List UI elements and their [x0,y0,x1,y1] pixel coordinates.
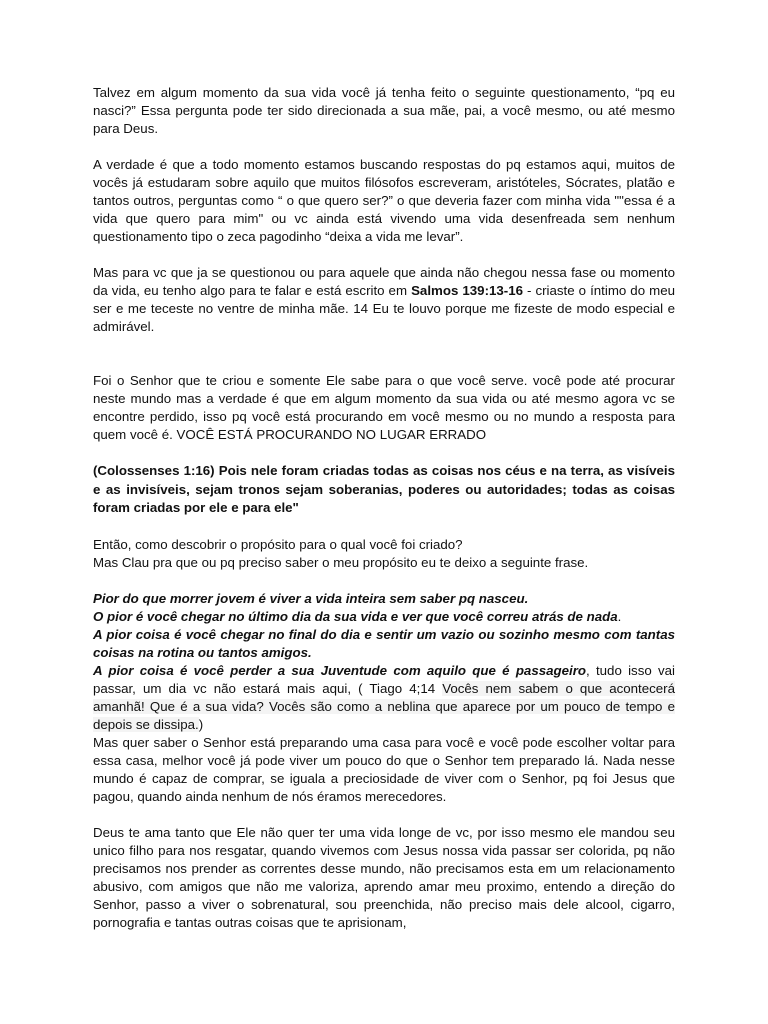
quote-ultimo-dia-line [93,608,675,626]
quote-juventude-continuation: , tudo isso vai passar, um dia vc não estará mais aqui, ( Tiago 4;14 [93,662,675,696]
paragraph-proposito [93,536,675,572]
paragraph-gap [93,806,675,824]
salmos-text-before: Mas para vc que ja se questionou ou para aquele que ainda não chegou nessa fase ou momento da vida, eu tenho algo para te falar e está escrito em [93,265,675,298]
quote-morrer-jovem: Pior do que morrer jovem é viver a vida inteira sem saber pq nasceu. [93,590,529,606]
paragraph-casa-senhor: Mas quer saber o Senhor está preparando uma casa para você e você pode escolher voltar para essa casa, melhor você já pode viver um pouco do que o Senhor tem preparado lá. Nada nesse mundo é capaz de comprar, se iguala a preciosidade de viver com o Senhor, pq foi Jesus que pagou, quando ainda nenhum de nós éramos merecedores. [93,734,675,804]
paragraph-quotes [93,590,675,734]
paragraph-gap [93,572,675,590]
paragraph-gap [93,246,675,264]
paragraph-intro: Talvez em algum momento da sua vida você já tenha feito o seguinte questionamento, “pq eu nasci?” Essa pergunta pode ter sido direcionada a sua mãe, pai, a você mesmo, ou até mesmo para Deus. [93,85,675,136]
quote-vazio: A pior coisa é você chegar no final do dia e sentir um vazio ou sozinho mesmo com tantas coisas na rotina ou tantos amigos. [93,626,675,660]
proposito-question: Então, como descobrir o propósito para o qual você foi criado? [93,536,463,552]
quote-juventude: A pior coisa é você perder a sua Juventude com aquilo que é passageiro [93,662,587,678]
tiago-highlight: Vocês nem sabem o que acontecerá amanhã! Que é a sua vida? Vocês são como a neblina que aparece por um pouco de tempo e depois se dissipa. [93,680,675,732]
paragraph-gap [93,518,675,536]
salmos-reference: Salmos 139:13-16 [411,283,524,298]
paragraph-gap [93,138,675,156]
paragraph-gap-large [93,336,675,372]
paragraph-philosophers: A verdade é que a todo momento estamos buscando respostas do pq estamos aqui, muitos de vocês já estudaram sobre aquilo que muitos filósofos escreveram, aristóteles, Sócrates, platão e tantos outros, perguntas como “ o que quero ser?” o que deveria fazer com minha vida ""essa é a vida que quero para mim" ou vc ainda está vivendo uma vida desenfreada sem nenhum questionamento tipo o zeca pagodinho “deixa a vida me levar”. [93,157,675,244]
tiago-close-paren: ) [198,716,204,732]
paragraph-deus-te-ama: Deus te ama tanto que Ele não quer ter uma vida longe de vc, por isso mesmo ele mandou seu unico filho para nos resgatar, quando vivemos com Jesus nossa vida passar ser colorida, pq não precisamos nos prender as correntes desse mundo, não precisamos esta em um relacionamento abusivo, com amigos que não me valoriza, aprendo amar meu proximo, entendo a direção do Senhor, passo a viver o sobrenatural, sou preenchida, não preciso mais dele alcool, cigarro, pornografia e tantas outras coisas que te aprisionam, [93,824,675,930]
paragraph-colossenses: (Colossenses 1:16) Pois nele foram criadas todas as coisas nos céus e na terra, as visíveis e as invisíveis, sejam tronos sejam soberanias, poderes ou autoridades; todas as coisas foram criadas por ele e para ele" [93,463,675,515]
quote-ultimo-dia-period: . [617,608,622,624]
document-page [93,84,675,932]
proposito-phrase-intro: Mas Clau pra que ou pq preciso saber o meu propósito eu te deixo a seguinte frase. [93,554,589,570]
paragraph-senhor-criou: Foi o Senhor que te criou e somente Ele sabe para o que você serve. você pode até procurar neste mundo mas a verdade é que em algum momento da sua vida ou até mesmo agora vc se encontre perdido, isso pq você está procurando em você mesmo ou no mundo a resposta para quem você é. VOCÊ ESTÁ PROCURANDO NO LUGAR ERRADO [93,373,675,442]
paragraph-gap [93,444,675,462]
paragraph-salmos [93,264,675,336]
quote-ultimo-dia: O pior é você chegar no último dia da sua vida e ver que você correu atrás de nada [93,608,618,624]
quote-juventude-line [93,662,675,734]
salmos-text-after: - criaste o íntimo do meu ser e me teceste no ventre de minha mãe. 14 Eu te louvo porque me fizeste de modo especial e admirável. [93,283,675,334]
